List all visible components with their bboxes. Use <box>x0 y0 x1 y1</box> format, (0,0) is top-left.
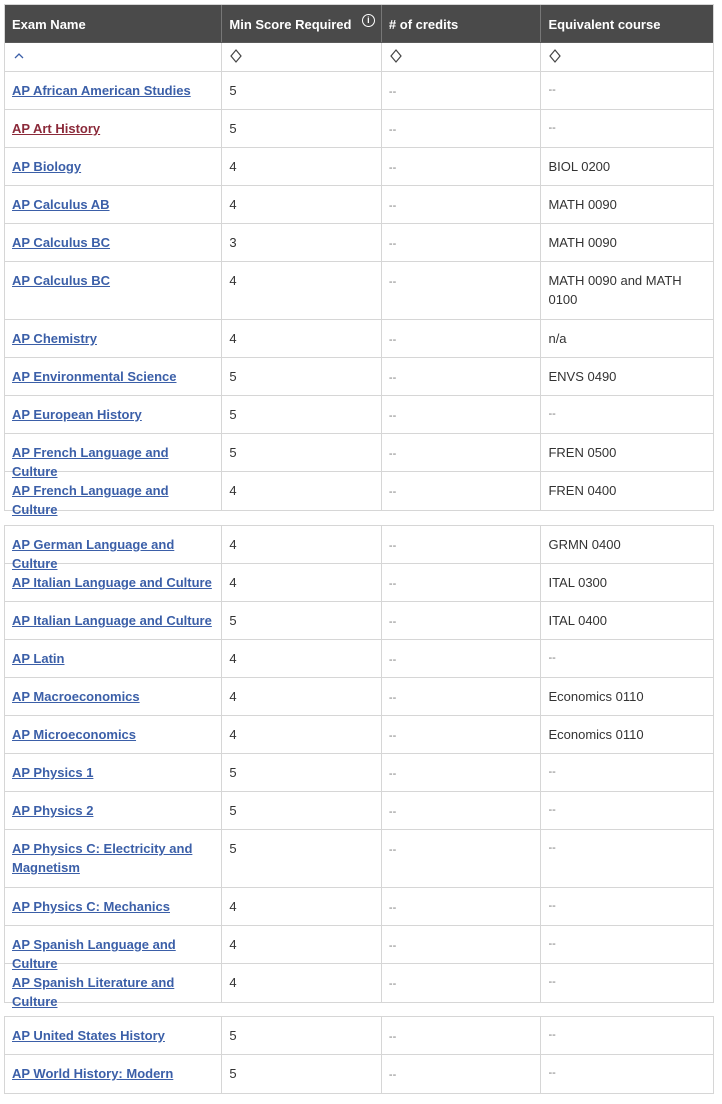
credits-value: -- <box>388 162 397 174</box>
table-row <box>5 564 713 602</box>
equivalent-course-cell: -- <box>548 842 556 854</box>
credits-cell <box>382 754 542 791</box>
header-min-score[interactable] <box>222 5 382 42</box>
exam-link[interactable]: AP German Language and Culture <box>12 537 175 571</box>
exam-name-cell <box>5 224 222 261</box>
equivalent-course-cell: -- <box>548 976 556 988</box>
min-score-cell: 5 <box>222 72 382 109</box>
table-header <box>5 5 713 43</box>
credits-value: -- <box>388 1069 397 1081</box>
equivalent-course-cell: BIOL 0200 <box>548 159 611 174</box>
min-score-cell: 5 <box>222 1017 382 1054</box>
equivalent-course-cell: -- <box>548 122 556 134</box>
exam-name-cell <box>5 602 222 639</box>
credits-cell <box>382 1055 542 1093</box>
table-row <box>5 526 713 571</box>
table-row <box>5 186 713 224</box>
table-row <box>5 72 713 110</box>
exam-name-cell <box>5 358 222 395</box>
exam-name-cell <box>5 1055 222 1093</box>
credits-value: -- <box>388 616 397 628</box>
credits-value: -- <box>388 692 397 704</box>
min-score-cell: 4 <box>222 186 382 223</box>
header-credits[interactable]: # of credits <box>382 5 542 42</box>
equivalent-course-cell: -- <box>548 766 556 778</box>
exam-link[interactable]: AP European History <box>12 407 142 422</box>
exam-link[interactable]: AP Macroeconomics <box>12 689 140 704</box>
table-row <box>5 224 713 262</box>
credits-cell <box>382 358 542 395</box>
min-score-cell: 4 <box>222 888 382 925</box>
equivalent-course-cell: -- <box>548 652 556 664</box>
sort-unsorted-icon[interactable] <box>229 48 243 64</box>
equivalent-course-cell: -- <box>548 938 556 950</box>
min-score-cell: 5 <box>222 1055 382 1093</box>
exam-name-cell <box>5 262 222 319</box>
exam-link[interactable]: AP Physics C: Mechanics <box>12 899 170 914</box>
credits-cell <box>382 72 542 109</box>
exam-link[interactable]: AP World History: Modern <box>12 1066 174 1081</box>
exam-link[interactable]: AP Italian Language and Culture <box>12 613 212 628</box>
exam-link[interactable]: AP French Language and Culture <box>12 445 169 479</box>
table-row <box>5 110 713 148</box>
credits-value: -- <box>388 844 397 856</box>
credits-cell <box>382 926 542 963</box>
equivalent-course-cell: Economics 0110 <box>548 689 644 704</box>
equivalent-course-cell: MATH 0090 <box>548 235 617 250</box>
table-row <box>5 678 713 716</box>
equivalent-course-cell: ITAL 0300 <box>548 575 608 590</box>
min-score-cell: 4 <box>222 148 382 185</box>
exam-link[interactable]: AP Chemistry <box>12 331 98 346</box>
exam-link[interactable]: AP Physics 2 <box>12 803 94 818</box>
sort-ascending-icon[interactable] <box>12 48 26 64</box>
credits-value: -- <box>388 448 397 460</box>
table-row <box>5 148 713 186</box>
min-score-cell: 4 <box>222 964 382 1002</box>
min-score-cell: 5 <box>222 830 382 887</box>
exam-link[interactable]: AP African American Studies <box>12 83 191 98</box>
credits-cell <box>382 602 542 639</box>
min-score-cell: 4 <box>222 678 382 715</box>
table-row <box>5 830 713 888</box>
credits-value: -- <box>388 940 397 952</box>
equivalent-course-cell: -- <box>548 1067 556 1079</box>
table-row <box>5 602 713 640</box>
credits-cell <box>382 964 542 1002</box>
credits-cell <box>382 148 542 185</box>
table-row <box>5 926 713 971</box>
equivalent-course-cell: MATH 0090 <box>548 197 617 212</box>
table-row <box>5 1055 713 1093</box>
min-score-cell: 5 <box>222 434 382 471</box>
credits-value: -- <box>388 276 397 288</box>
credits-value: -- <box>388 654 397 666</box>
sort-credits[interactable] <box>382 43 542 71</box>
exam-name-cell <box>5 148 222 185</box>
min-score-cell: 5 <box>222 358 382 395</box>
exam-name-cell <box>5 186 222 223</box>
min-score-cell: 4 <box>222 716 382 753</box>
min-score-cell: 4 <box>222 526 382 563</box>
table-row <box>5 888 713 926</box>
credits-value: -- <box>388 200 397 212</box>
exam-name-cell <box>5 830 222 887</box>
table-row <box>5 472 713 517</box>
exam-link[interactable]: AP French Language and Culture <box>12 483 169 517</box>
exam-name-cell <box>5 396 222 433</box>
exam-link[interactable]: AP Microeconomics <box>12 727 137 742</box>
exam-link[interactable]: AP Italian Language and Culture <box>12 575 212 590</box>
sort-min-score[interactable] <box>222 43 382 71</box>
exam-link[interactable]: AP Physics C: Electricity and Magnetism <box>12 841 193 875</box>
credits-value: -- <box>388 540 397 552</box>
equivalent-course-cell: MATH 0090 and MATH 0100 <box>548 273 682 307</box>
credits-cell <box>382 320 542 357</box>
exam-name-cell <box>5 754 222 791</box>
credits-value: -- <box>388 806 397 818</box>
exam-name-cell <box>5 434 222 479</box>
equivalent-course-cell: -- <box>548 900 556 912</box>
table-row <box>5 640 713 678</box>
min-score-cell: 4 <box>222 472 382 510</box>
exam-link[interactable]: AP Spanish Language and Culture <box>12 937 176 971</box>
credits-value: -- <box>388 486 397 498</box>
credits-cell <box>382 434 542 471</box>
exam-name-cell <box>5 110 222 147</box>
credits-cell <box>382 792 542 829</box>
table-row <box>5 262 713 320</box>
exam-name-cell <box>5 792 222 829</box>
exam-name-cell <box>5 888 222 925</box>
header-min-score-label: Min Score Required <box>229 17 352 32</box>
credits-cell <box>382 110 542 147</box>
exam-table-section-3 <box>4 1016 714 1094</box>
exam-table-section-1 <box>4 4 714 517</box>
sort-row <box>5 43 713 72</box>
min-score-cell: 5 <box>222 110 382 147</box>
table-row <box>5 1017 713 1055</box>
table-row <box>5 396 713 434</box>
credits-cell <box>382 888 542 925</box>
exam-link[interactable]: AP Calculus BC <box>12 273 111 288</box>
min-score-cell: 4 <box>222 320 382 357</box>
credits-value: -- <box>388 238 397 250</box>
credits-value: -- <box>388 372 397 384</box>
min-score-cell: 5 <box>222 602 382 639</box>
table-row <box>5 964 713 1009</box>
exam-link[interactable]: AP Spanish Literature and Culture <box>12 975 175 1009</box>
sort-unsorted-icon[interactable] <box>389 48 403 64</box>
header-equivalent-course[interactable]: Equivalent course <box>548 17 661 32</box>
exam-link[interactable]: AP Calculus BC <box>12 235 111 250</box>
sort-exam-name[interactable] <box>5 43 222 71</box>
credits-value: -- <box>388 578 397 590</box>
equivalent-course-cell: FREN 0500 <box>548 445 617 460</box>
exam-link[interactable]: AP Art History <box>12 121 101 136</box>
header-exam-name[interactable]: Exam Name <box>5 5 222 42</box>
exam-link[interactable]: AP United States History <box>12 1028 165 1043</box>
credits-cell <box>382 640 542 677</box>
min-score-cell: 3 <box>222 224 382 261</box>
credits-cell <box>382 396 542 433</box>
table-row <box>5 754 713 792</box>
exam-name-cell <box>5 640 222 677</box>
equivalent-course-cell: n/a <box>548 331 567 346</box>
equivalent-course-cell: -- <box>548 1029 556 1041</box>
credits-cell <box>382 186 542 223</box>
credits-value: -- <box>388 768 397 780</box>
exam-name-cell <box>5 526 222 571</box>
min-score-cell: 4 <box>222 640 382 677</box>
credits-cell <box>382 472 542 510</box>
credits-cell <box>382 830 542 887</box>
exam-link[interactable]: AP Physics 1 <box>12 765 94 780</box>
exam-name-cell <box>5 716 222 753</box>
exam-name-cell <box>5 320 222 357</box>
equivalent-course-cell: Economics 0110 <box>548 727 644 742</box>
credits-value: -- <box>388 1031 397 1043</box>
credits-value: -- <box>388 334 397 346</box>
equivalent-course-cell: -- <box>548 84 556 96</box>
credits-cell <box>382 262 542 319</box>
credits-cell <box>382 1017 542 1054</box>
credits-cell <box>382 564 542 601</box>
exam-name-cell <box>5 472 222 517</box>
exam-name-cell <box>5 678 222 715</box>
min-score-cell: 5 <box>222 754 382 791</box>
min-score-cell: 4 <box>222 564 382 601</box>
table-row <box>5 792 713 830</box>
credits-cell <box>382 716 542 753</box>
min-score-cell: 5 <box>222 792 382 829</box>
exam-link[interactable]: AP Calculus AB <box>12 197 110 212</box>
credits-value: -- <box>388 410 397 422</box>
equivalent-course-cell: ENVS 0490 <box>548 369 617 384</box>
table-row <box>5 434 713 479</box>
sort-unsorted-icon[interactable] <box>548 48 562 64</box>
exam-link[interactable]: AP Latin <box>12 651 65 666</box>
credits-value: -- <box>388 730 397 742</box>
sort-equivalent-course[interactable] <box>541 43 713 71</box>
info-icon[interactable]: i <box>362 14 375 27</box>
credits-value: -- <box>388 978 397 990</box>
table-row <box>5 320 713 358</box>
credits-value: -- <box>388 902 397 914</box>
min-score-cell: 4 <box>222 926 382 963</box>
exam-name-cell <box>5 1017 222 1054</box>
equivalent-course-cell: ITAL 0400 <box>548 613 608 628</box>
exam-link[interactable]: AP Biology <box>12 159 82 174</box>
credits-value: -- <box>388 124 397 136</box>
exam-name-cell <box>5 72 222 109</box>
min-score-cell: 5 <box>222 396 382 433</box>
table-row <box>5 716 713 754</box>
credits-cell <box>382 224 542 261</box>
exam-link[interactable]: AP Environmental Science <box>12 369 177 384</box>
exam-name-cell <box>5 564 222 601</box>
table-row <box>5 358 713 396</box>
min-score-cell: 4 <box>222 262 382 319</box>
equivalent-course-cell: -- <box>548 804 556 816</box>
credits-cell <box>382 526 542 563</box>
equivalent-course-cell: -- <box>548 408 556 420</box>
exam-table-section-2 <box>4 525 714 1009</box>
equivalent-course-cell: GRMN 0400 <box>548 537 621 552</box>
exam-name-cell <box>5 926 222 971</box>
exam-name-cell <box>5 964 222 1009</box>
credits-value: -- <box>388 86 397 98</box>
credits-cell <box>382 678 542 715</box>
equivalent-course-cell: FREN 0400 <box>548 483 617 498</box>
